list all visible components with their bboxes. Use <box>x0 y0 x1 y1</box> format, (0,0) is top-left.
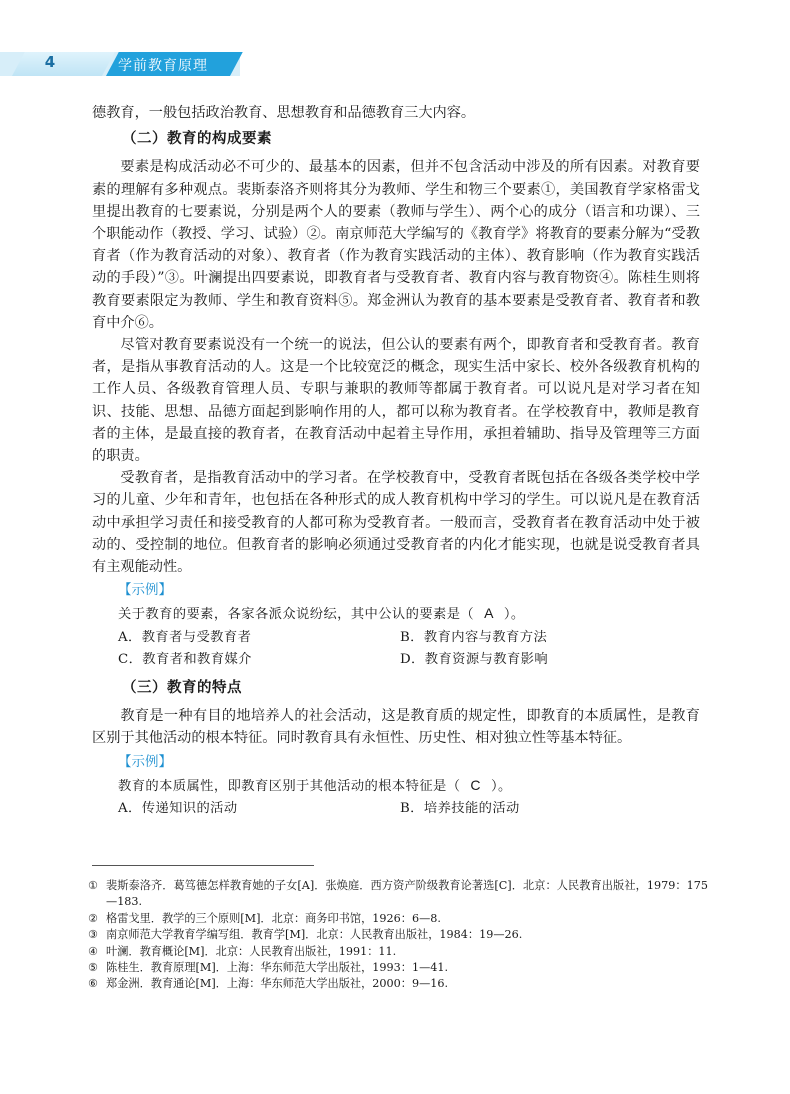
footnote-number: ③ <box>88 928 98 942</box>
example-options <box>92 798 700 820</box>
footnote-item <box>88 960 708 976</box>
page-header <box>0 0 790 90</box>
footnote-item <box>88 911 708 927</box>
question-text: 教育的本质属性，即教育区别于其他活动的根本特征是（ <box>118 778 461 794</box>
option-b: B．培养技能的活动 <box>400 801 520 817</box>
footnote-item <box>88 927 708 943</box>
footnote-text: 格雷戈里．教学的三个原则[M]．北京：商务印书馆，1926：6—8. <box>106 911 441 925</box>
footnote-number: ④ <box>88 944 98 958</box>
footnote-text: 裴斯泰洛齐．葛笃德怎样教育她的子女[A]．张焕庭．西方资产阶级教育论著选[C]．北京：人民教育出版社，1979：175—183. <box>106 879 708 909</box>
footnote-item <box>88 976 708 992</box>
footnote-item <box>88 878 708 911</box>
option-b: B．教育内容与教育方法 <box>400 629 548 645</box>
page-body <box>92 102 700 820</box>
example-question <box>92 774 700 798</box>
paragraph-educator: 尽管对教育要素说没有一个统一的说法，但公认的要素有两个，即教育者和受教育者。教育者，是指从事教育活动的人。这是一个比较宽泛的概念，现实生活中家长、校外各级教育机构的工作人员、各级教育管理人员、专职与兼职的教师等都属于教育者。可以说凡是对学习者在知识、技能、思想、品德方面起到影响作用的人，都可以称为教育者。在学校教育中，教师是教育者的主体，是最直接的教育者，在教育活动中起着主导作用，承担着辅助、指导及管理等三方面的职责。 <box>92 337 700 465</box>
section-heading-2: （二）教育的构成要素 <box>122 131 272 148</box>
question-close: ）。 <box>503 607 525 623</box>
footnote-divider <box>92 865 314 866</box>
footnote-text: 叶澜．教育概论[M]．北京：人民教育出版社，1991：11. <box>106 944 397 958</box>
footnote-text: 郑金洲．教育通论[M]．上海：华东师范大学出版社，2000：9—16. <box>106 977 449 991</box>
footnote-item <box>88 944 708 960</box>
paragraph-elements: 要素是构成活动必不可少的、最基本的因素，但并不包含活动中涉及的所有因素。对教育要素的理解有多种观点。裴斯泰洛齐则将其分为教师、学生和物三个要素①，美国教育学家格雷戈里提出教育的七要素说，分别是两个人的要素（教师与学生）、两个心的成分（语言和功课）、三个职能动作（教授、学习、试验）②。南京师范大学编写的《教育学》将教育的要素分解为“受教育者（作为教育活动的对象）、教育者（作为教育实践活动的主体）、教育影响（作为教育实践活动的手段）”③。叶澜提出四要素说，即教育者与受教育者、教育内容与教育物资④。陈桂生则将教育要素限定为教师、学生和教育资料⑤。郑金洲认为教育的基本要素是受教育者、教育者和教育中介⑥。 <box>92 159 700 331</box>
footnote-number: ① <box>88 879 98 892</box>
option-a: A．教育者与受教育者 <box>118 629 252 645</box>
book-title: 学前教育原理 <box>118 58 208 74</box>
example-label: 【示例】 <box>118 582 172 599</box>
answer-letter: A <box>484 605 494 622</box>
footnote-number: ② <box>88 911 98 925</box>
question-close: ）。 <box>490 778 512 794</box>
question-text: 关于教育的要素，各家各派众说纷纭，其中公认的要素是（ <box>118 607 475 623</box>
section-heading-3: （三）教育的特点 <box>122 680 242 697</box>
option-c: C．教育者和教育媒介 <box>118 651 252 667</box>
footnote-text: 南京师范大学教育学编写组．教育学[M]．北京：人民教育出版社，1984：19—26. <box>106 928 523 942</box>
option-d: D．教育资源与教育影响 <box>400 651 549 667</box>
example-label: 【示例】 <box>118 753 172 770</box>
example-question <box>92 602 700 626</box>
footnote-number: ⑤ <box>88 961 98 975</box>
page-number: 4 <box>44 53 56 71</box>
answer-letter: C <box>470 776 481 793</box>
paragraph-continuation: 德教育，一般包括政治教育、思想教育和品德教育三大内容。 <box>92 105 476 121</box>
paragraph-learner: 受教育者，是指教育活动中的学习者。在学校教育中，受教育者既包括在各级各类学校中学习的儿童、少年和青年，也包括在各种形式的成人教育机构中学习的学生。可以说凡是在教育活动中承担学习责任和接受教育的人都可称为受教育者。一般而言，受教育者在教育活动中处于被动的、受控制的地位。但教育者的影响必须通过受教育者的内化才能实现，也就是说受教育者具有主观能动性。 <box>92 470 700 576</box>
option-a: A．传递知识的活动 <box>118 801 238 817</box>
paragraph-characteristics: 教育是一种有目的地培养人的社会活动，这是教育质的规定性，即教育的本质属性，是教育区别于其他活动的根本特征。同时教育具有永恒性、历史性、相对独立性等基本特征。 <box>92 708 700 747</box>
footnote-number: ⑥ <box>88 977 98 991</box>
footnotes <box>88 878 708 993</box>
example-options <box>92 627 700 671</box>
footnote-text: 陈桂生．教育原理[M]．上海：华东师范大学出版社，1993：1—41. <box>106 961 449 975</box>
